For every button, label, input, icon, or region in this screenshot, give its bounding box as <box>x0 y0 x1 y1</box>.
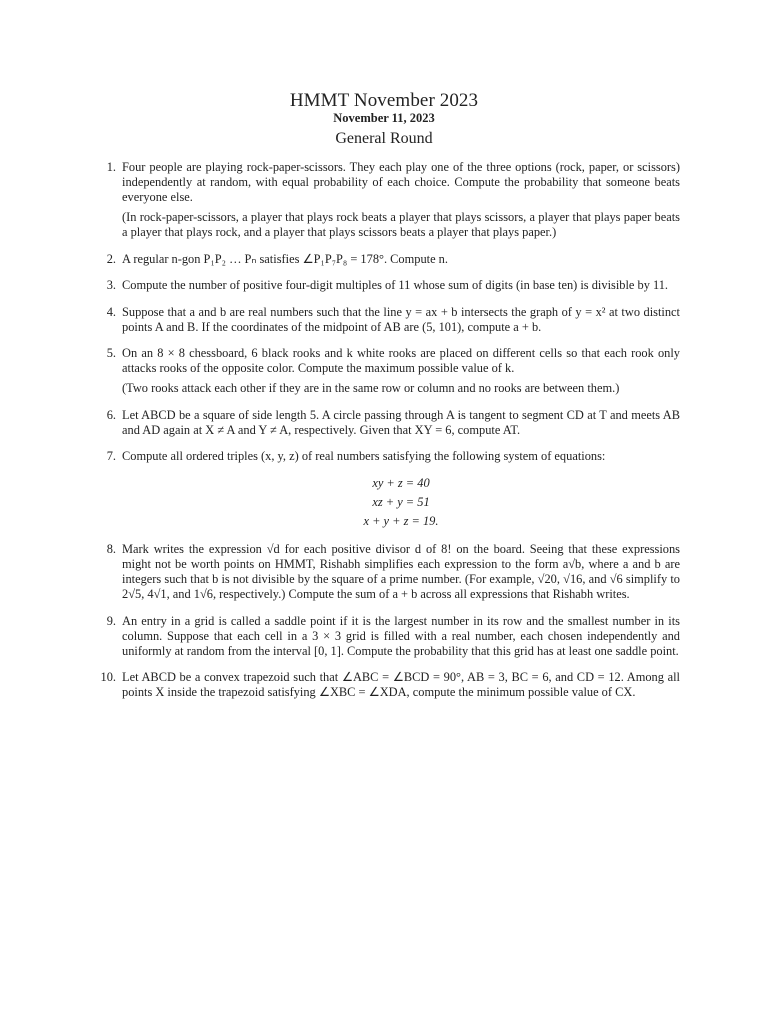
problem-text: An entry in a grid is called a saddle point if it is the largest number in its row and the smallest number in its column. Suppose that each cell in a 3 × 3 grid is filled with a real number, each chosen independently and uniformly at random from the interval [0, 1]. Compute the probability that this grid has at least one saddle point. <box>122 613 680 658</box>
problem-note: (Two rooks attack each other if they are in the same row or column and no rooks are between them.) <box>122 381 620 395</box>
problem-number: 7. <box>106 448 116 463</box>
problem-note: (In rock-paper-scissors, a player that plays rock beats a player that plays scissors, a player that plays paper beats a player that plays rock, and a player that plays scissors beats a player that plays paper.) <box>122 210 680 239</box>
problem-list <box>98 160 680 712</box>
exam-date: November 11, 2023 <box>333 111 435 125</box>
problem-text: Compute all ordered triples (x, y, z) of real numbers satisfying the following system of equations: <box>122 448 606 463</box>
problem-10 <box>98 670 680 700</box>
problem-text: Mark writes the expression √d for each positive divisor d of 8! on the board. Seeing that these expressions might not be worth points on HMMT, Rishabh simplifies each expression to the form a√b, where a and b are integers such that b is not divisible by the square of a prime number. (For example, √20, √16, and √6 simplify to 2√5, 4√1, and 1√6, respectively.) Compute the sum of a + b across all expressions that Rishabh writes. <box>122 542 680 601</box>
problem-number: 3. <box>106 278 116 292</box>
equation: xy + z = 40 <box>372 475 430 490</box>
problem-text: Let ABCD be a convex trapezoid such that ∠ABC = ∠BCD = 90°, AB = 3, BC = 6, and CD = 12. Among all points X inside the trapezoid satisfying ∠XBC = ∠XDA, compute the minimum possible value of CX. <box>122 670 680 699</box>
problem-4 <box>98 305 680 335</box>
problem-8 <box>98 542 680 602</box>
problem-number: 6. <box>106 407 116 422</box>
problem-number: 2. <box>106 251 116 266</box>
problem-number: 10. <box>100 670 116 684</box>
problem-number: 8. <box>106 542 116 556</box>
problem-5 <box>98 346 680 396</box>
problem-number: 9. <box>106 613 116 628</box>
problem-7 <box>98 449 680 531</box>
problem-text: Compute the number of positive four-digit multiples of 11 whose sum of digits (in base ten) is divisible by 11. <box>122 278 669 292</box>
problem-9 <box>98 614 680 659</box>
problem-number: 5. <box>106 346 116 360</box>
problem-number: 1. <box>106 160 116 174</box>
equation: xz + y = 51 <box>372 494 430 509</box>
problem-text: Let ABCD be a square of side length 5. A circle passing through A is tangent to segment CD at T and meets AB and AD again at X ≠ A and Y ≠ A, respectively. Given that XY = 6, compute AT. <box>122 407 680 437</box>
problem-1 <box>98 160 680 240</box>
problem-2 <box>98 252 680 267</box>
round-heading: General Round <box>335 130 433 147</box>
equation-system <box>122 474 680 531</box>
problem-6 <box>98 408 680 438</box>
problem-number: 4. <box>106 304 116 319</box>
problem-3 <box>98 278 680 293</box>
problem-text: Suppose that a and b are real numbers such that the line y = ax + b intersects the graph of y = x² at two distinct points A and B. If the coordinates of the midpoint of AB are (5, 101), compute a + b. <box>122 304 680 334</box>
problem-text: On an 8 × 8 chessboard, 6 black rooks and k white rooks are placed on different cells so that each rook only attacks rooks of the opposite color. Compute the maximum possible value of k. <box>122 346 680 375</box>
equation: x + y + z = 19. <box>363 513 439 528</box>
problem-text: A regular n-gon P₁P₂ … Pₙ satisfies ∠P₁P₇P₈ = 178°. Compute n. <box>122 251 448 266</box>
exam-title: HMMT November 2023 <box>289 90 479 111</box>
problem-text: Four people are playing rock-paper-scissors. They each play one of the three options (rock, paper, or scissors) independently at random, with equal probability of each choice. Compute the probability that someone beats everyone else. <box>122 160 680 204</box>
